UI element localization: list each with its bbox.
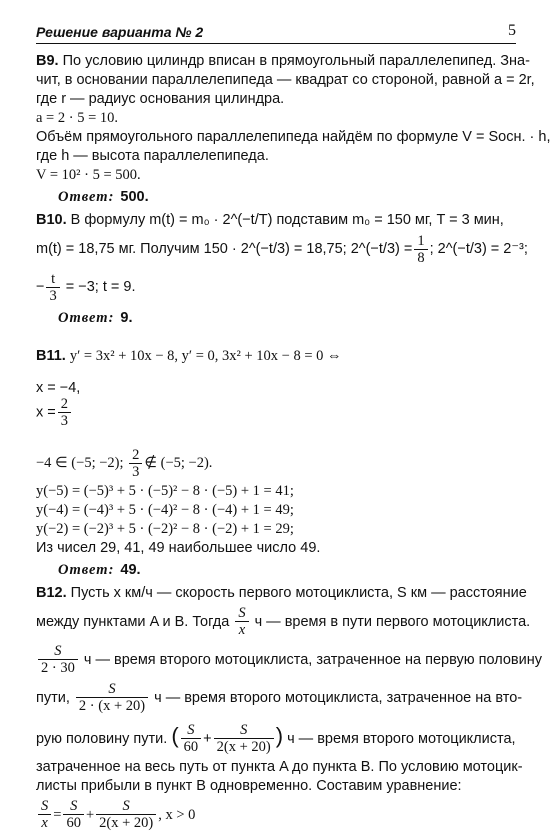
b9-label: В9. — [36, 53, 59, 69]
b12-frac-5 — [214, 722, 274, 755]
b12-eq-tail: , x > 0 — [158, 806, 196, 823]
b11-text-2b: ∉ (−5; −2). — [144, 454, 213, 471]
content — [36, 52, 551, 834]
b12-frac-4-den: 60 — [183, 739, 199, 756]
b9-line-3: где r — радиус основания цилиндра. — [36, 91, 285, 107]
b11-text-2a: −4 ∈ (−5; −2); — [36, 454, 124, 471]
b12-eq-frac-2-den: 60 — [66, 815, 81, 832]
b9-line-4: a = 2 · 5 = 10. — [36, 110, 118, 126]
b11-frac — [129, 447, 142, 480]
b10-answer — [36, 308, 516, 328]
b9-text-1: По условию цилиндр вписан в прямоугольный параллелепипед. Зна- — [62, 53, 530, 69]
b9-line-7: V = 10² · 5 = 500. — [36, 167, 141, 183]
b12-eq-frac-1-num: S — [38, 798, 51, 815]
b12-frac-5-num: S — [214, 722, 274, 739]
b12-frac-2-num: S — [38, 643, 78, 660]
b12-frac-2 — [38, 643, 78, 676]
b12-paren-close: ) — [275, 722, 284, 748]
b10-text-1: В формулу m(t) = m₀ · 2^(−t/T) подставим m₀ = 150 мг, T = 3 мин, — [70, 212, 504, 228]
b9-line-2: чит, в основании параллелепипеда — квадрат со стороной, равной a = 2r, — [36, 72, 535, 88]
b12-frac-2-den: 2 · 30 — [41, 660, 75, 677]
b10-line-2 — [36, 230, 528, 268]
b12-frac-4 — [181, 722, 202, 755]
b12-line-2 — [36, 603, 531, 641]
b11-sys-frac-num: 2 — [58, 396, 71, 413]
page-number: 5 — [508, 22, 516, 39]
b12-frac-3-den: 2 · (x + 20) — [78, 698, 146, 715]
b9-line-6: где h — высота параллелепипеда. — [36, 148, 269, 164]
b10-text-3b: = −3; t = 9. — [61, 279, 136, 295]
b11-sys-frac-den: 3 — [60, 413, 68, 429]
b9-line-1 — [36, 52, 530, 71]
b12-text-2b: ч — время в пути первого мотоциклиста. — [254, 613, 531, 630]
b12-frac-4-num: S — [181, 722, 202, 739]
b10-answer-label: Ответ: — [58, 310, 115, 326]
b10-answer-value: 9. — [120, 310, 133, 326]
b11-answer — [36, 560, 516, 580]
b11-frac-den: 3 — [132, 463, 140, 480]
b11-calc-3: y(−2) = (−2)³ + 5 · (−2)² − 8 · (−2) + 1 = 29; — [36, 520, 294, 537]
b11-conclusion: Из чисел 29, 41, 49 наибольшее число 49. — [36, 539, 321, 556]
b11-calc-1: y(−5) = (−5)³ + 5 · (−5)² − 8 · (−5) + 1 = 41; — [36, 482, 294, 499]
b12-line-7: листы прибыли в пункт B одновременно. Составим уравнение: — [36, 777, 462, 794]
b11-sys-row-1: x = −4, — [36, 380, 81, 396]
b10-text-2a: m(t) = 18,75 мг. Получим 150 · 2^(−t/3) = 18,75; 2^(−t/3) = — [36, 241, 413, 257]
b10-frac-1-den: 8 — [417, 249, 425, 266]
b9-line-5: Объём прямоугольного параллелепипеда найдём по формуле V = Sосн. · h, — [36, 129, 551, 145]
b12-frac-1-den: x — [238, 622, 246, 639]
b12-eq-plus: + — [85, 806, 95, 823]
b12-eq-frac-2 — [63, 798, 84, 831]
b11-text-1: y′ = 3x² + 10x − 8, y′ = 0, 3x² + 10x − 8 = 0 ⇔ — [69, 348, 342, 364]
b10-line-1 — [36, 211, 516, 230]
b12-eq-equals: = — [53, 806, 62, 823]
b11-answer-value: 49. — [120, 561, 141, 578]
b12-line-5 — [36, 717, 516, 758]
b12-eq-frac-1 — [38, 798, 51, 831]
header-title: Решение варианта № 2 — [36, 24, 204, 40]
b10-frac-1 — [414, 233, 427, 266]
b12-text-3b: ч — время второго мотоциклиста, затраченное на первую половину — [83, 651, 542, 668]
b12-line-6: затраченное на весь путь от пункта A до пункта B. По условию мотоцик- — [36, 758, 523, 775]
b10-text-3a: − — [36, 279, 45, 295]
b11-sys-2a: x = — [36, 404, 56, 421]
b11-sys-row-2 — [36, 396, 516, 429]
b12-text-5b: ч — время второго мотоциклиста, — [287, 730, 516, 747]
b11-sys-frac — [58, 396, 71, 429]
b10-frac-2-den: 3 — [49, 287, 57, 304]
b12-text-4a: пути, — [36, 689, 70, 706]
b12-text-2a: между пунктами A и B. Тогда — [36, 613, 230, 630]
running-header — [36, 16, 516, 44]
b12-frac-5-den: 2(x + 20) — [216, 739, 271, 756]
b11-label: В11. — [36, 348, 66, 364]
b12-frac-3 — [76, 681, 148, 714]
b12-eq-frac-2-num: S — [63, 798, 84, 815]
b12-frac-3-num: S — [76, 681, 148, 698]
b12-plus: + — [203, 730, 212, 747]
b12-eq-frac-3 — [96, 798, 156, 831]
b9-answer-value: 500. — [120, 189, 149, 205]
b11-calc-2: y(−4) = (−4)³ + 5 · (−4)² − 8 · (−4) + 1 = 49; — [36, 501, 294, 518]
b9-answer-label: Ответ: — [58, 189, 115, 205]
b9-answer — [36, 187, 516, 207]
b12-eq-frac-3-num: S — [96, 798, 156, 815]
b12-text-1: Пусть x км/ч — скорость первого мотоциклиста, S км — расстояние — [70, 584, 527, 601]
b12-label: В12. — [36, 584, 67, 601]
b12-eq-frac-1-den: x — [41, 815, 48, 832]
b10-text-2b: ; 2^(−t/3) = 2⁻³; — [429, 241, 528, 257]
b12-frac-1 — [235, 605, 248, 638]
b11-answer-label: Ответ: — [58, 561, 115, 578]
page — [36, 16, 551, 834]
b11-line-1 — [36, 332, 516, 380]
b10-frac-2-num: t — [46, 271, 59, 288]
b12-line-4 — [36, 679, 523, 717]
b10-frac-1-num: 1 — [414, 233, 427, 250]
b11-line-2 — [36, 444, 516, 482]
b12-text-5a: рую половину пути. — [36, 730, 168, 747]
b12-equation — [36, 796, 516, 834]
b12-eq-frac-3-den: 2(x + 20) — [99, 815, 154, 832]
b12-line-3 — [36, 641, 542, 679]
b12-text-4b: ч — время второго мотоциклиста, затраченное на вто- — [154, 689, 523, 706]
b11-frac-num: 2 — [129, 447, 142, 464]
b12-frac-1-num: S — [235, 605, 248, 622]
b12-paren-open: ( — [171, 722, 179, 748]
b10-frac-2 — [46, 271, 59, 304]
b10-label: В10. — [36, 212, 67, 228]
b12-line-1 — [36, 584, 527, 603]
b10-line-3 — [36, 268, 516, 306]
